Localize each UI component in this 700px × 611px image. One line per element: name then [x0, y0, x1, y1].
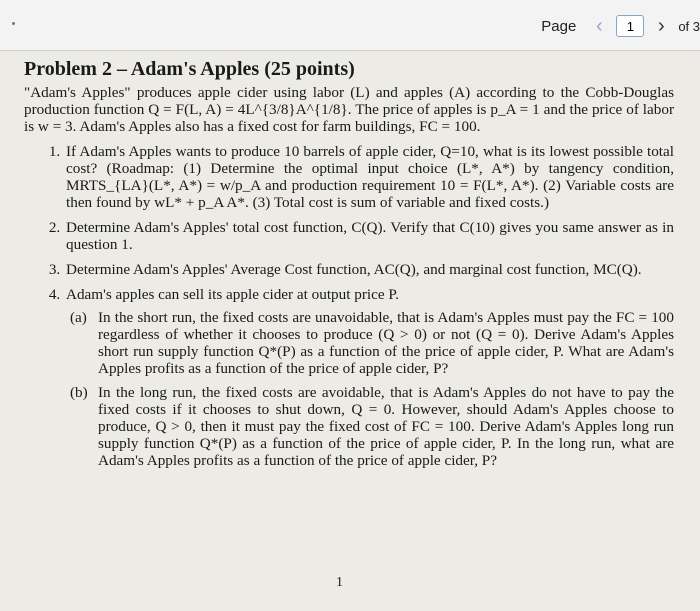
question-text: Adam's apples can sell its apple cider at output price P. [66, 286, 399, 303]
subquestion-item [70, 384, 674, 469]
question-text: If Adam's Apples wants to produce 10 barrels of apple cider, Q=10, what is its lowest possible total cost? (Roadmap: (1) Determine the optimal input choice (L*, A*) by tangency condition, MRTS_{LA}(L*, A*) = w/p_A and production requirement 10 = F(L*, A*). (2) Variable costs are then found by wL* + p_A A*. (3) Total cost is sum of variable and fixed costs.) [66, 143, 674, 211]
document-page [0, 51, 700, 611]
question-item [64, 286, 674, 469]
chevron-right-icon[interactable]: › [657, 15, 665, 37]
page-label: Page [541, 17, 577, 35]
question-item [64, 261, 674, 278]
page-content [24, 57, 674, 477]
subquestion-text: In the short run, the fixed costs are unavoidable, that is Adam's Apples must pay the FC = 100 regardless of whether it chooses to produce (Q > 0) or not (Q = 0). Derive Adam's Apples short run supply function Q*(P) as a function of the price of apple cider, P. What are Adam's Apples profits as a function of the price of apple cider, P? [98, 309, 674, 377]
subquestion-text: In the long run, the fixed costs are avoidable, that is Adam's Apples do not have to pay the fixed costs if it chooses to shut down, Q = 0. However, should Adam's Apples choose to produce, Q > 0, then it must pay the fixed cost of FC = 100. Derive Adam's Apples long run supply function Q*(P) as a function of the price of apple cider, P. In the long run, what are Adam's Apples profits as a function of the price of apple cider, P? [98, 384, 674, 469]
question-list [24, 143, 674, 469]
page-navigator [541, 14, 700, 38]
subquestion-label: (b) [70, 384, 88, 401]
page-number-input[interactable] [616, 15, 644, 37]
pdf-toolbar [0, 0, 700, 51]
total-pages-label: of 3 [678, 18, 700, 34]
question-text: Determine Adam's Apples' total cost function, C(Q). Verify that C(10) gives you same answer as in question 1. [66, 219, 674, 253]
subquestion-label: (a) [70, 309, 87, 326]
problem-intro: "Adam's Apples" produces apple cider using labor (L) and apples (A) according to the Cobb-Douglas production function Q = F(L, A) = 4L^{3/8}A^{1/8}. The price of apples is p_A = 1 and the price of labor is w = 3. Adam's Apples also has a fixed cost for farm buildings, FC = 100. [24, 84, 674, 135]
chevron-left-icon[interactable]: ‹ [595, 15, 603, 37]
subquestion-item [70, 309, 674, 377]
problem-title: Problem 2 – Adam's Apples (25 points) [24, 58, 355, 80]
question-item [64, 219, 674, 253]
page-number: 1 [336, 575, 343, 590]
question-item [64, 143, 674, 211]
toolbar-dot [12, 22, 15, 25]
subquestion-list [66, 309, 674, 469]
question-text: Determine Adam's Apples' Average Cost function, AC(Q), and marginal cost function, MC(Q). [66, 261, 642, 278]
